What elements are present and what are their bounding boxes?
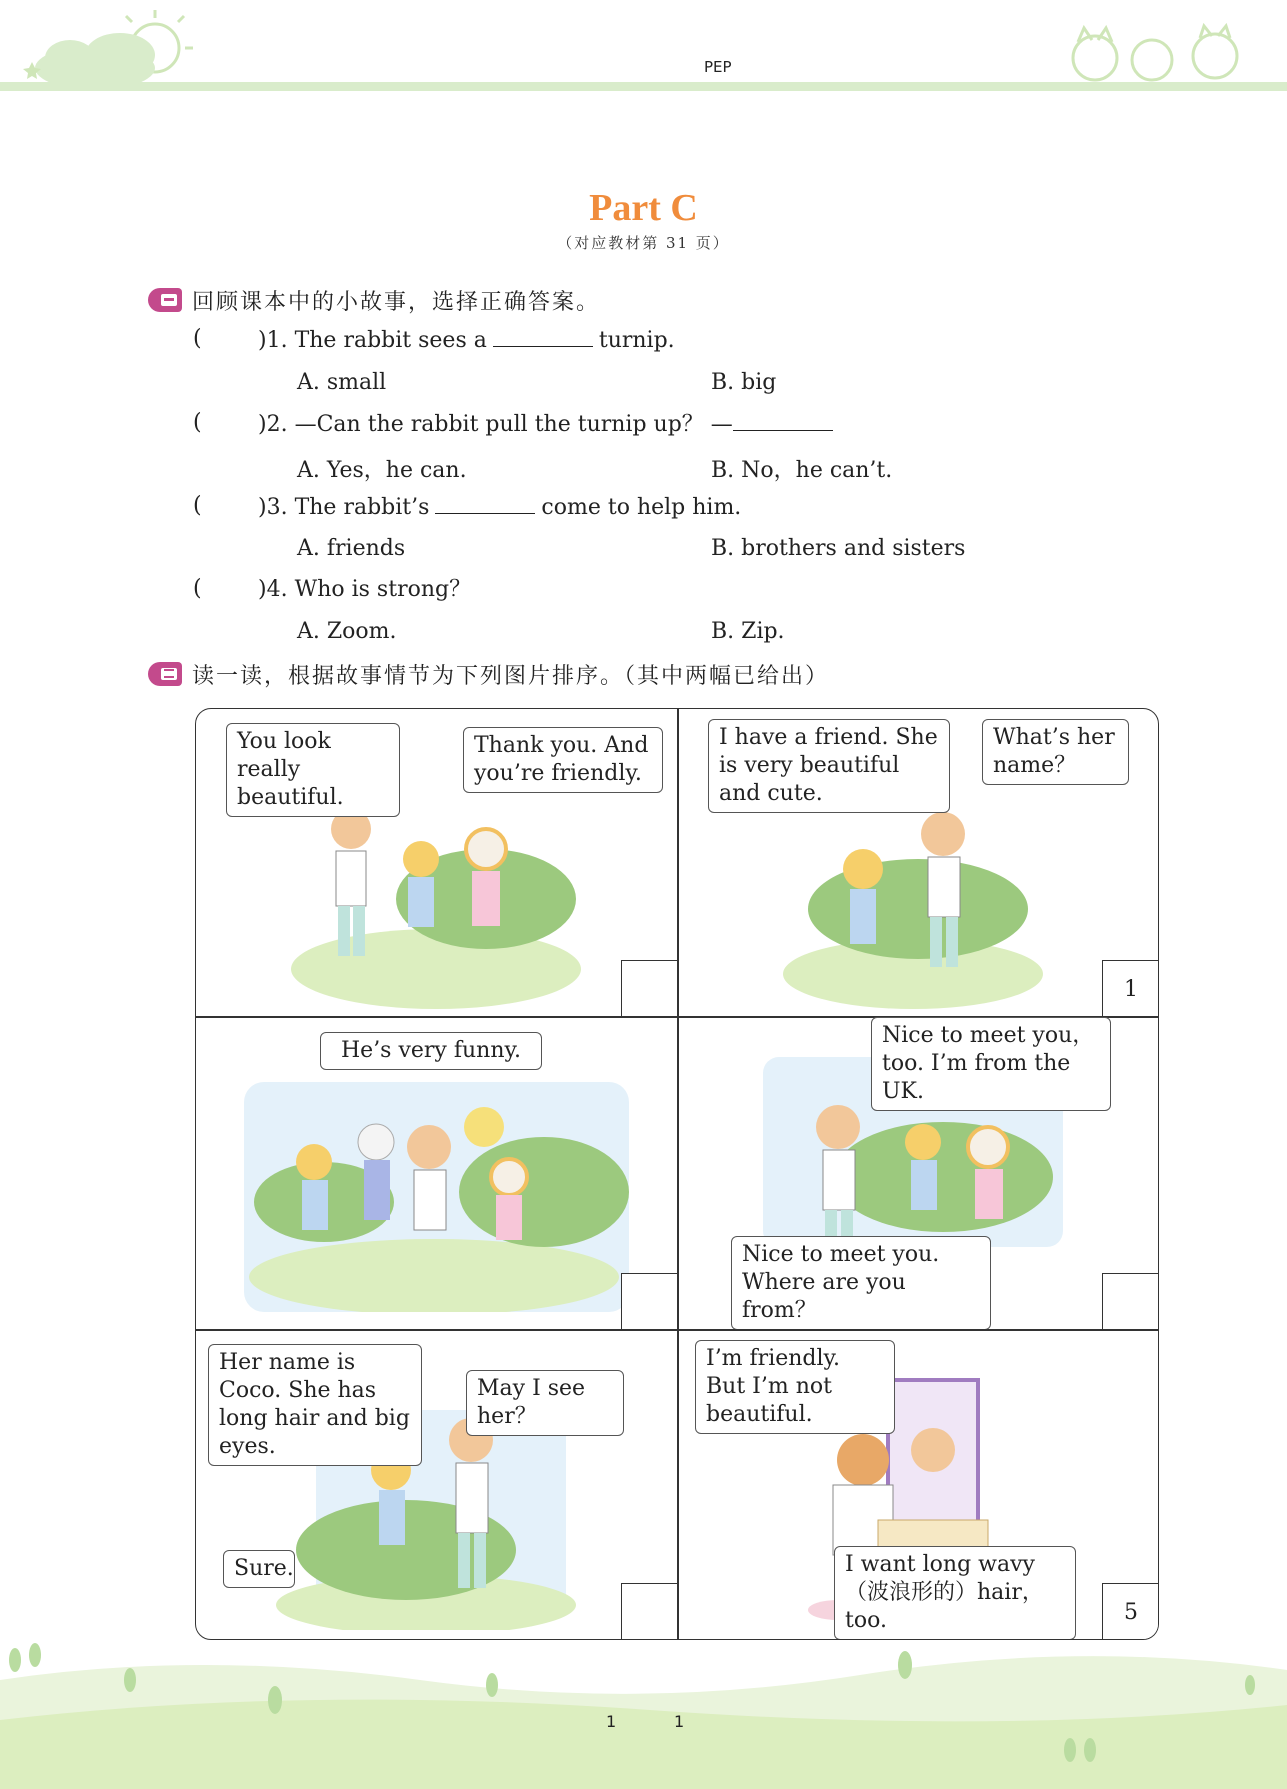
- order-answer-box[interactable]: [621, 960, 677, 1016]
- comic-panel-2: [678, 709, 1158, 1016]
- speech-bubble: Nice to meet you，too. I’m from the UK.: [871, 1017, 1111, 1111]
- speech-bubble: He’s very funny.: [320, 1032, 542, 1070]
- option-a[interactable]: A. Zoom.: [297, 619, 397, 644]
- question-text: The rabbit sees a: [294, 328, 487, 353]
- order-answer-box[interactable]: [1102, 1273, 1158, 1329]
- answer-paren-close: ): [258, 412, 267, 437]
- section-one-badge-icon: [148, 288, 182, 312]
- section-1-heading: [148, 285, 600, 315]
- footer-landscape: [0, 1640, 1287, 1789]
- comic-panel-1: [196, 709, 677, 1016]
- option-b[interactable]: B. brothers and sisters: [711, 536, 966, 561]
- speech-bubble: Her name is Coco. She has long hair and big eyes.: [208, 1344, 422, 1466]
- question-2: [258, 410, 839, 439]
- answer-blank[interactable]: [435, 493, 535, 514]
- question-text: —Can the rabbit pull the turnip up？ —: [294, 412, 733, 437]
- comic-grid: [195, 708, 1159, 1640]
- speech-bubble: Sure.: [223, 1550, 295, 1588]
- question-number: 3.: [266, 495, 288, 520]
- question-text: Who is strong？: [294, 577, 472, 602]
- section-two-badge-icon: [148, 662, 182, 686]
- speech-bubble: I have a friend. She is very beautiful and cute.: [708, 719, 950, 813]
- speech-bubble: Thank you. And you’re friendly.: [463, 727, 663, 793]
- answer-blank[interactable]: [493, 326, 593, 347]
- option-a[interactable]: A. Yes，he can.: [297, 458, 467, 483]
- page-subtitle: （对应教材第 31 页）: [557, 234, 730, 252]
- question-3: [258, 493, 741, 522]
- speech-bubble: What’s her name？: [982, 719, 1129, 785]
- answer-paren-open: (: [193, 410, 202, 435]
- answer-paren-open: (: [193, 493, 202, 518]
- option-b[interactable]: B. big: [711, 370, 777, 395]
- answer-paren-close: ): [258, 495, 267, 520]
- monkey-and-cat-illustration: [778, 789, 1048, 1009]
- answer-paren-close: ): [258, 328, 267, 353]
- page-number-left: 1: [606, 1712, 617, 1731]
- page-number-right: 1: [674, 1712, 685, 1731]
- speech-bubble: I’m friendly. But I’m not beautiful.: [695, 1340, 895, 1434]
- question-number: 1.: [266, 328, 288, 353]
- speech-bubble: May I see her？: [466, 1370, 624, 1436]
- comic-panel-3: [196, 1017, 677, 1329]
- speech-bubble: Nice to meet you. Where are you from？: [731, 1236, 991, 1329]
- option-a[interactable]: A. friends: [297, 536, 406, 561]
- order-answer-box[interactable]: 5: [1102, 1583, 1158, 1639]
- cloud-sun-icon: [0, 0, 210, 100]
- speech-bubble: You look really beautiful.: [226, 723, 400, 817]
- question-text-after: turnip.: [598, 328, 675, 353]
- comic-panel-5: [196, 1330, 677, 1639]
- question-number: 4.: [266, 577, 288, 602]
- answer-paren-open: (: [193, 576, 202, 601]
- answer-paren-close: ): [258, 577, 267, 602]
- section-1-heading-text: 回顾课本中的小故事，选择正确答案。: [192, 289, 601, 315]
- section-2-heading-text: 读一读，根据故事情节为下列图片排序。（其中两幅已给出）: [192, 663, 830, 689]
- friends-greeting-illustration: [286, 789, 586, 1009]
- order-answer-box[interactable]: [621, 1273, 677, 1329]
- animal-faces-icon: [1060, 20, 1260, 86]
- section-2-heading: [148, 659, 829, 689]
- question-1: [258, 326, 675, 355]
- header-label: PEP: [704, 58, 732, 76]
- page-title: Part C: [589, 187, 698, 229]
- speech-bubble: I want long wavy（波浪形的）hair，too.: [834, 1546, 1076, 1639]
- option-a[interactable]: A. small: [297, 370, 387, 395]
- option-b[interactable]: B. Zip.: [711, 619, 785, 644]
- question-text-after: come to help him.: [541, 495, 742, 520]
- comic-panel-4: [678, 1017, 1158, 1329]
- question-text: The rabbit’s: [294, 495, 430, 520]
- question-number: 2.: [266, 412, 288, 437]
- answer-paren-open: (: [193, 326, 202, 351]
- order-answer-box[interactable]: [621, 1583, 677, 1639]
- group-of-friends-illustration: [244, 1082, 629, 1312]
- order-answer-box[interactable]: 1: [1102, 960, 1158, 1016]
- option-b[interactable]: B. No，he can’t.: [711, 458, 893, 483]
- comic-panel-6: [678, 1330, 1158, 1639]
- answer-blank[interactable]: [733, 410, 833, 431]
- question-4: [258, 576, 471, 604]
